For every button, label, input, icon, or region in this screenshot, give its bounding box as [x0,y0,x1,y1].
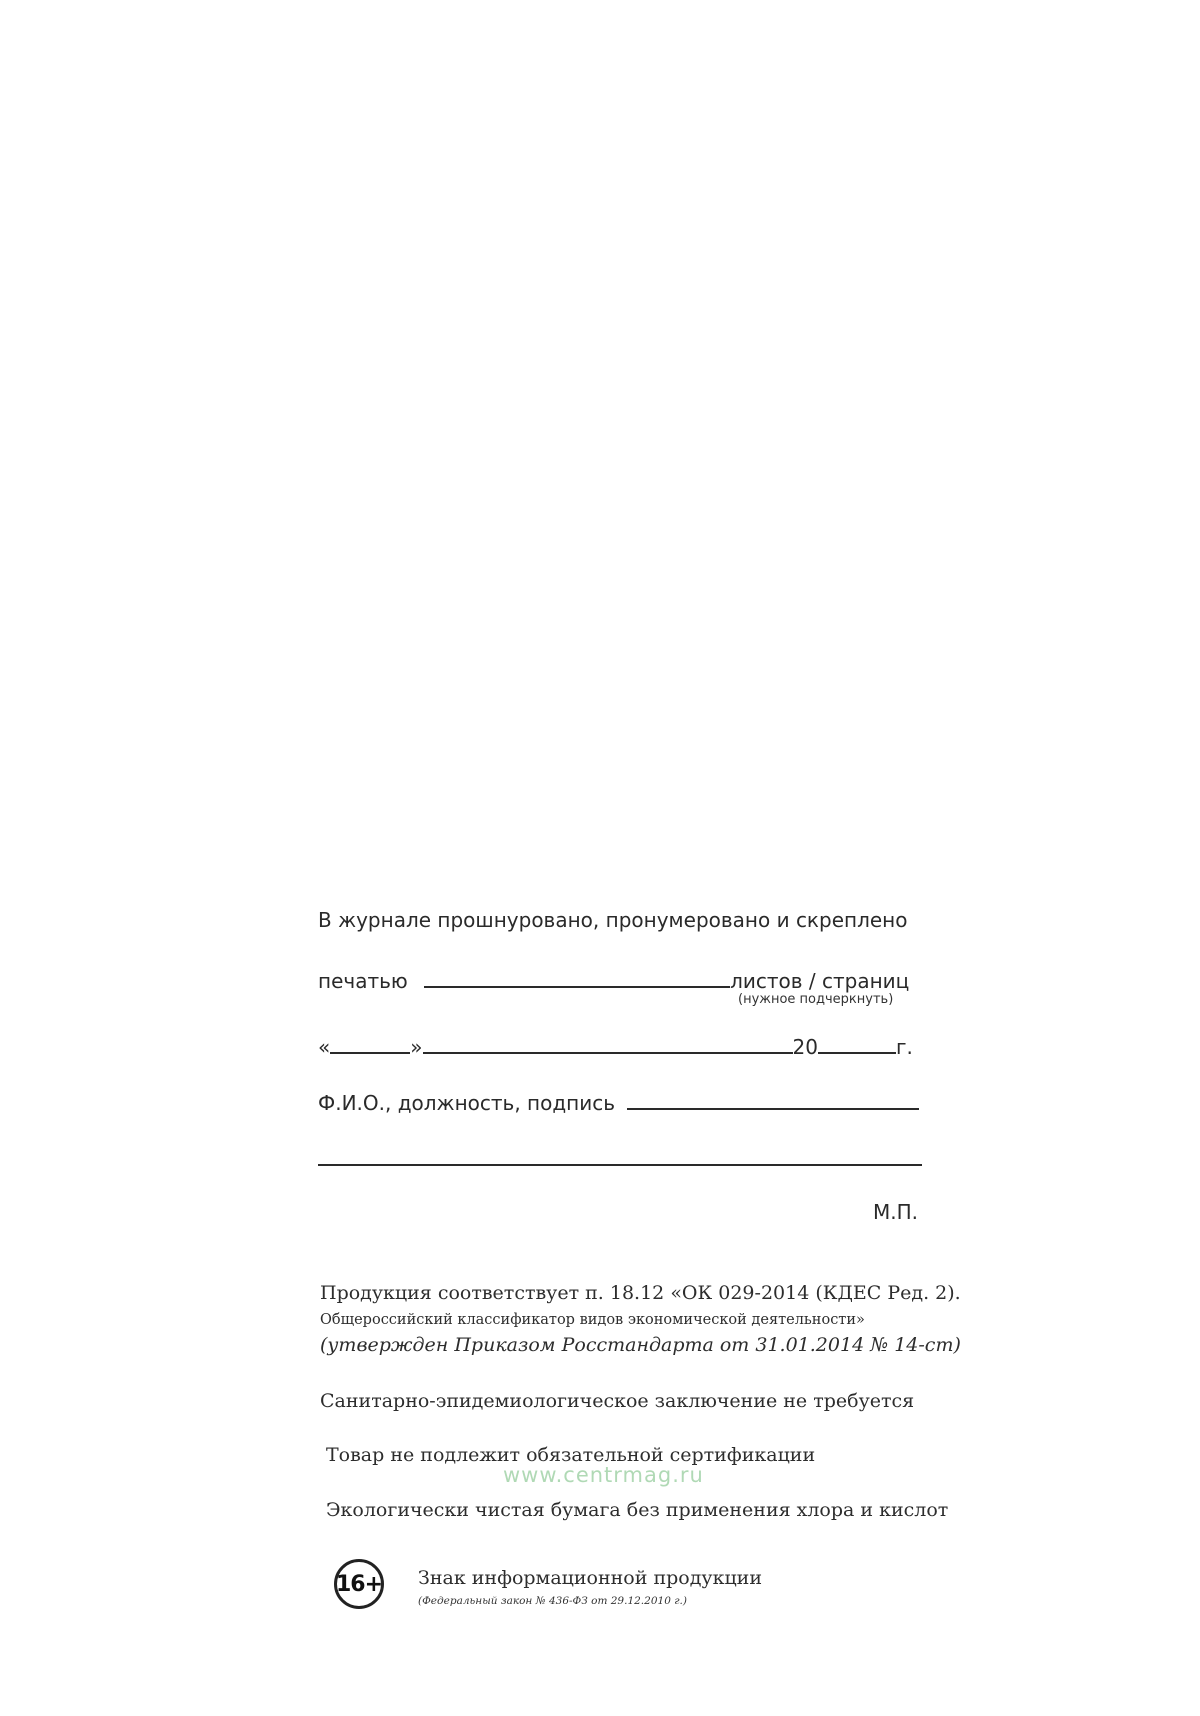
stamp-place-label: М.П. [872,1200,918,1224]
signature-blank[interactable] [627,1088,919,1110]
date-close-quote: » [410,1035,423,1059]
seal-label: печатью [318,969,408,993]
age-rating-16-plus-icon: 16+ [334,1559,384,1609]
classification-line-2: Общероссийский классификатор видов экономической деятельности» [320,1312,865,1328]
year-blank[interactable] [818,1032,896,1054]
year-suffix: г. [895,1035,913,1059]
classification-line-3: (утвержден Приказом Росстандарта от 31.01.2014 № 14-ст) [320,1334,961,1356]
year-prefix: 20 [792,1035,818,1059]
classification-line-1: Продукция соответствует п. 18.12 «ОК 029-2014 (КДЕС Ред. 2). [320,1282,961,1304]
eco-paper-note: Экологически чистая бумага без применения хлора и кислот [326,1499,949,1521]
sanitary-note: Санитарно-эпидемиологическое заключение не требуется [320,1390,915,1412]
signature-row [318,1088,919,1115]
date-open-quote: « [318,1035,331,1059]
sheets-count-blank[interactable] [424,966,730,988]
site-watermark: www.centrmag.ru [503,1463,704,1487]
law-reference: (Федеральный закон № 436-ФЗ от 29.12.2010 г.) [418,1595,687,1607]
info-product-label: Знак информационной продукции [418,1567,763,1589]
day-blank[interactable] [330,1032,410,1054]
date-row [318,1032,913,1059]
signature-label: Ф.И.О., должность, подпись [318,1091,616,1115]
binding-statement: В журнале прошнуровано, пронумеровано и скреплено [318,908,908,932]
seal-sheets-row [318,966,909,993]
underline-note: (нужное подчеркнуть) [738,992,894,1007]
certification-exempt-note: Товар не подлежит обязательной сертификации [326,1444,816,1466]
sheets-pages-label: листов / страниц [730,969,910,993]
month-blank[interactable] [423,1032,793,1054]
signature-continuation-line[interactable] [318,1164,922,1166]
